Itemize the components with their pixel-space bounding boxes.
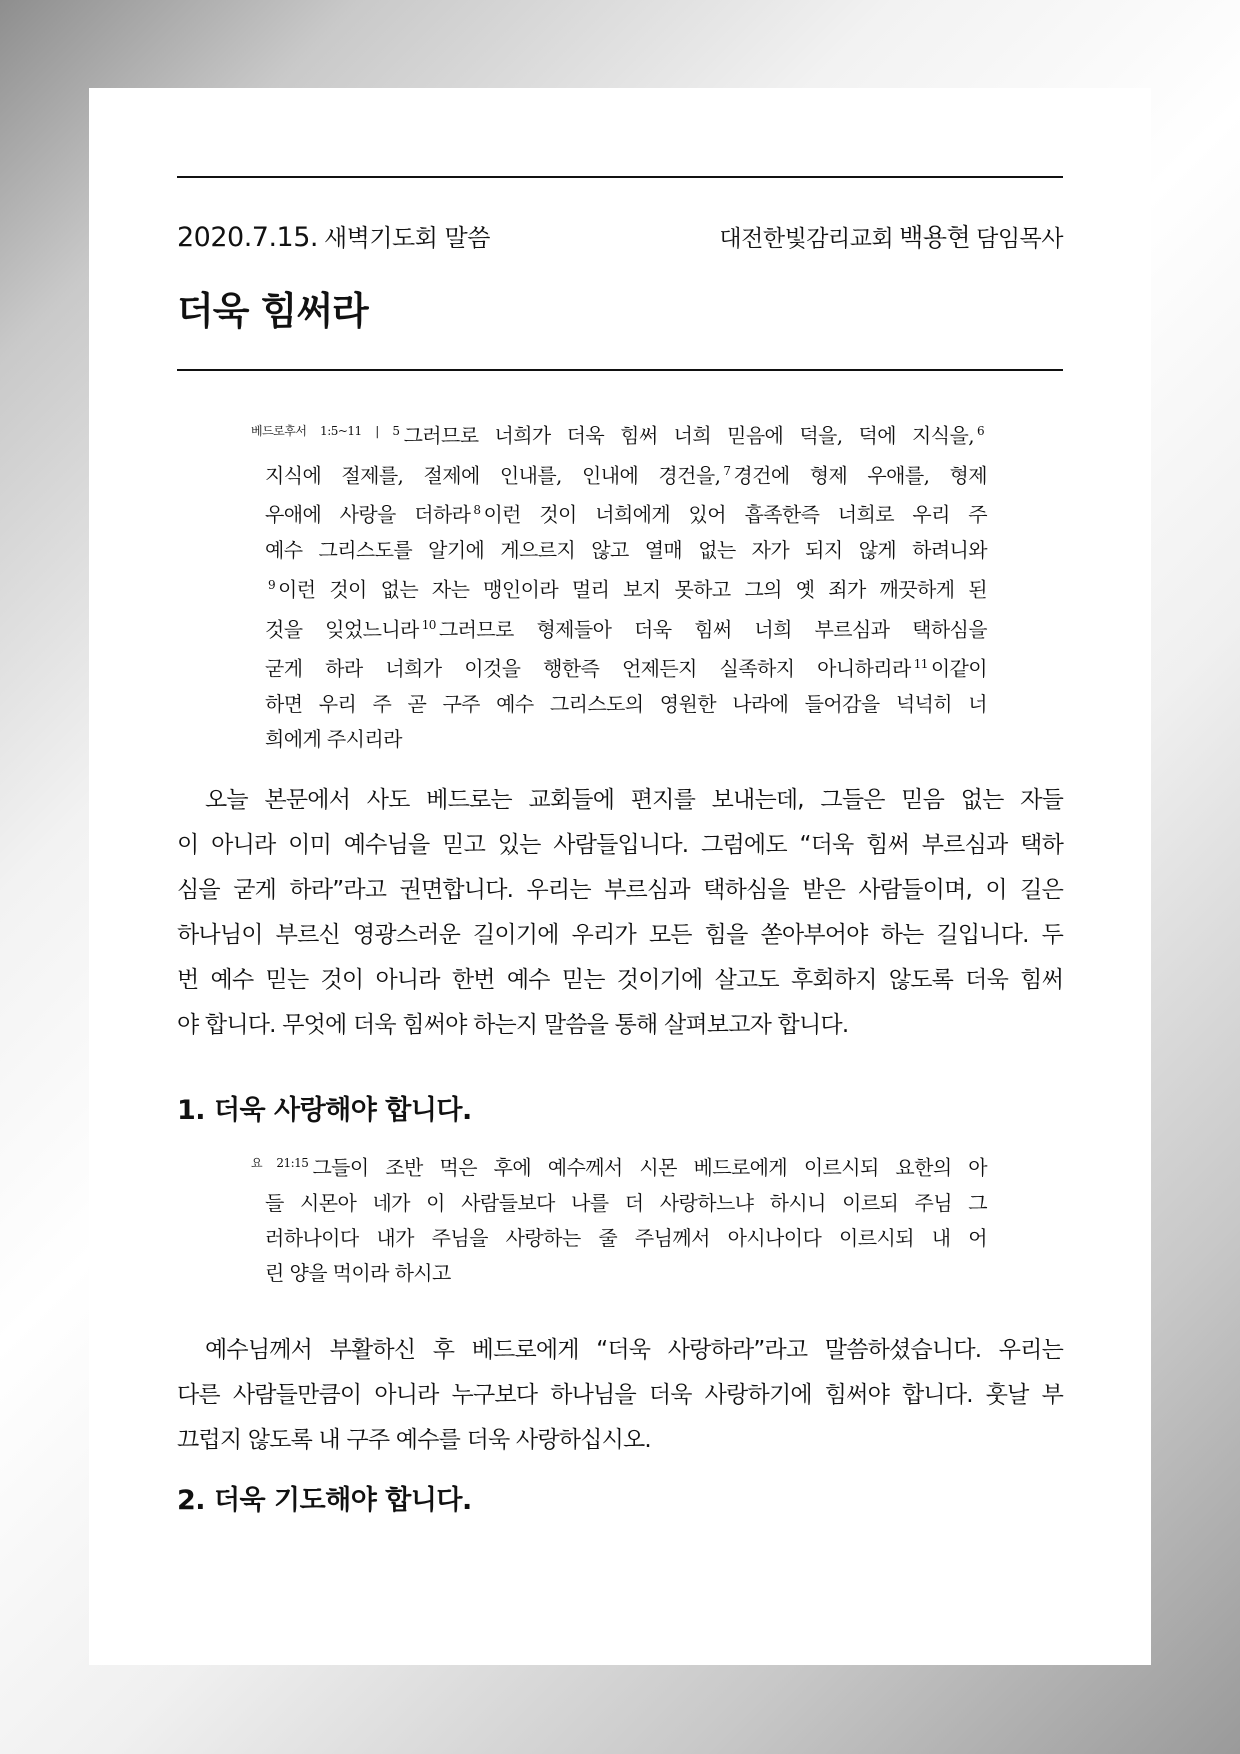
scripture-line: $^9$ 이런 것이 없는 자는 맹인이라 멀리 보지 못하고 그의 옛 죄가 깨끗하게 된 [268,577,988,602]
sermon-date: 2020.7.15. [177,222,318,253]
body-paragraph-1 [177,778,1063,1048]
church-name: 대전한빛감리교회 [719,226,894,252]
verse-number: 8 [473,503,481,518]
verse-number: 11 [913,657,928,672]
scripture-reference: 베드로후서 1:5~11 | 5 [251,424,400,438]
sermon-title: 더욱 힘써라 [177,289,368,333]
scripture-line: 러하나이다 내가 주님을 사랑하는 줄 주님께서 아시나이다 이르시되 내 어 [265,1225,987,1250]
service-name: 새벽기도회 말씀 [324,224,490,252]
verse-number: 6 [976,424,984,438]
section-heading-1: 1. 더욱 사랑해야 합니다. [177,1095,472,1126]
paragraph-line: 예수님께서 부활하신 후 베드로에게 “더욱 사랑하라”라고 말씀하셨습니다. 우리는 [205,1337,1063,1363]
scripture-line: 우애에 사랑을 더하라 $^8$ 이런 것이 너희에게 있어 흡족한즉 너희로 우리 주 [265,502,988,527]
sermon-date-line [177,218,490,253]
pastor-title: 담임목사 [976,226,1063,252]
scripture-line: 것을 잊었느니라 $^{10}$ 그러므로 형제들아 더욱 힘써 너희 부르심과 택하심을 [265,617,987,642]
document-page [89,88,1151,1665]
scripture-line: 예수 그리스도를 알기에 게으르지 않고 열매 없는 자가 되지 않게 하려니와 [265,537,987,562]
title-divider [177,369,1063,371]
paragraph-line: 이 아니라 이미 예수님을 믿고 있는 사람들입니다. 그럼에도 “더욱 힘써 부르심과 택하 [177,832,1063,858]
pastor-name: 백용현 [899,223,971,252]
scripture-line: 굳게 하라 너희가 이것을 행한즉 언제든지 실족하지 아니하리라 $^{11}$ 이같이 [265,656,987,681]
body-paragraph-2 [177,1328,1063,1463]
scripture-passage-2 [251,1146,987,1291]
scripture-reference: 요 21:15 [251,1156,309,1170]
section-heading-2: 2. 더욱 기도해야 합니다. [177,1485,472,1516]
scripture-line: 린 양을 먹이라 하시고 [265,1260,451,1285]
scripture-line: 희에게 주시리라 [265,726,402,751]
scripture-line: 들 시몬아 네가 이 사람들보다 나를 더 사랑하느냐 하시니 이르되 주님 그 [265,1190,987,1215]
paragraph-line: 하나님이 부르신 영광스러운 길이기에 우리가 모든 힘을 쏟아부어야 하는 길입니다. 두 [177,922,1063,948]
paragraph-line: 오늘 본문에서 사도 베드로는 교회들에 편지를 보내는데, 그들은 믿음 없는 자들 [205,787,1063,813]
paragraph-line: 심을 굳게 하라”라고 권면합니다. 우리는 부르심과 택하심을 받은 사람들이며, 이 길은 [177,877,1063,903]
scripture-line: $^{베드로후서 1:5\sim 11 | 5}$ 그러므로 너희가 더욱 힘써 너희 믿음에 덕을, 덕에 지식을, $^6$ [251,423,984,448]
scripture-line: $^{요 21:15}$ 그들이 조반 먹은 후에 예수께서 시몬 베드로에게 이르시되 요한의 아 [251,1155,987,1180]
scripture-line: 지식에 절제를, 절제에 인내를, 인내에 경건을, $^7$ 경건에 형제 우애를, 형제 [265,463,987,488]
verse-number: 9 [268,577,276,592]
verse-number: 10 [421,617,436,632]
preacher-line [719,218,1063,254]
scripture-line: 하면 우리 주 곧 구주 예수 그리스도의 영원한 나라에 들어감을 넉넉히 너 [265,691,987,716]
paragraph-line: 번 예수 믿는 것이 아니라 한번 예수 믿는 것이기에 살고도 후회하지 않도록 더욱 힘써 [177,967,1063,993]
paragraph-line: 끄럽지 않도록 내 구주 예수를 더욱 사랑하십시오. [177,1427,651,1453]
scripture-passage-1 [251,414,987,757]
verse-number: 7 [723,463,731,478]
paragraph-line: 야 합니다. 무엇에 더욱 힘써야 하는지 말씀을 통해 살펴보고자 합니다. [177,1012,849,1038]
paragraph-line: 다른 사람들만큼이 아니라 누구보다 하나님을 더욱 사랑하기에 힘써야 합니다. 훗날 부 [177,1382,1063,1408]
top-divider [177,176,1063,178]
